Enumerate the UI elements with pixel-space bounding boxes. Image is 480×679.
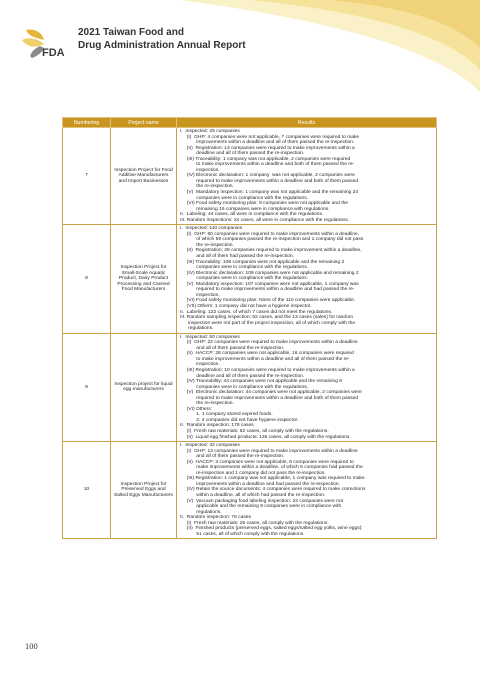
report-title-line2: Drug Administration Annual Report <box>78 40 246 51</box>
result-line: (III) Registration: 1 company was not applicable, 1 company was required to make <box>180 476 365 482</box>
result-line: the re-inspection. <box>180 401 234 407</box>
result-line: companies were in compliance with the regulations. <box>180 195 309 201</box>
result-line: (VI) Food safety monitoring plan: 9 companies were not applicable and the <box>180 201 349 207</box>
result-line: (I) Fresh raw materials: 52 cases, all comply with the regulations. <box>180 428 329 434</box>
fda-logo-text: FDA <box>42 47 65 59</box>
result-line: and all of them passed the re-inspection. <box>180 454 285 460</box>
result-line: and all of them passed the re-inspection. <box>180 345 285 351</box>
result-line: (V) Mandatory inspection: 1 company was not applicable and the remaining 24 <box>180 190 359 196</box>
report-title <box>78 26 246 52</box>
result-line: required to make improvements within a deadline and both of them passed <box>180 395 359 401</box>
results-cell <box>177 128 437 225</box>
result-line: improvements within a deadline and all of them passed the re-inspection. <box>180 140 355 146</box>
table-row <box>63 442 437 539</box>
page-number: 100 <box>25 641 38 651</box>
result-line: companies were in compliance with the regulations. <box>180 276 309 282</box>
result-line: regulations. <box>180 509 222 515</box>
result-line: (V) Vacuum packaging food labeling inspection: 23 companies were not <box>180 498 344 504</box>
result-line: required to make improvements within a deadline and both of them passed <box>180 178 359 184</box>
result-line: remaining 16 companies were in compliance with regulations. <box>180 206 330 212</box>
result-line: I. Inspected: 32 companies <box>180 443 240 449</box>
result-line: and all of them had passed the re-inspection. <box>180 254 294 260</box>
result-line: re-inspection and 1 company did not pass the re-inspection. <box>180 470 326 476</box>
result-line: to make improvements within a deadline and both of them passed the re- <box>180 162 355 168</box>
project-name: Inspection project for liquid egg manufacturers <box>111 333 177 441</box>
result-line: (I) GHP: 13 companies were required to make improvements within a deadline <box>180 448 358 454</box>
result-line: the re-inspection. <box>180 184 234 190</box>
result-line: II. Random inspection: 76 cases <box>180 515 251 521</box>
result-line: (I) GHP: 4 companies were not applicable, 7 companies were required to make <box>180 134 360 140</box>
result-line: deadline and all of them passed the re-inspection. <box>180 151 305 157</box>
result-line: companies were in compliance with the regulations. <box>180 265 309 271</box>
result-line: (II) Registration: 13 companies were required to make improvements within a <box>180 145 355 151</box>
column-header-project: Project name <box>111 118 177 128</box>
project-name: Inspection Project for Food Additive Manufacturers and Import Businesses <box>111 128 177 225</box>
results-table <box>62 117 437 539</box>
result-line: inspection were not part of the project inspection, all of which comply with the <box>180 320 356 326</box>
result-line: I. Inspected: 50 companies <box>180 334 240 340</box>
result-line: (IV) Electronic declaration: 108 companies were not applicable and remaining 2 <box>180 270 359 276</box>
result-line: companies were in compliance with the regulations. <box>180 384 309 390</box>
results-cell <box>177 225 437 333</box>
column-header-results: Results <box>177 118 437 128</box>
result-line: (III) Traceability: 108 companies were not applicable and the remaining 2 <box>180 259 345 265</box>
result-line: (II) Registration: 28 companies required to make improvement within a deadline, <box>180 248 362 254</box>
table-header-row <box>63 118 437 128</box>
fda-logo <box>20 26 76 60</box>
result-line: inspection. <box>180 292 220 298</box>
result-line: improvements within a deadline and had passed the re-inspection. <box>180 481 340 487</box>
row-number: 9 <box>63 333 111 441</box>
result-line: III. Random sampling inspection: 92 cases, and the 13 cases (sales) for random <box>180 315 353 321</box>
result-line: within a deadline, all of which had passed the re-inspection. <box>180 493 326 498</box>
result-line: I. Inspected: 25 companies <box>180 129 240 134</box>
result-line: make improvements within a deadline, of which 5 companies had passed the <box>180 465 363 471</box>
column-header-numbering: Numbering <box>63 118 111 128</box>
result-line: (V) Electronic declaration: 44 companies were not applicable, 2 companies were <box>180 390 362 396</box>
result-line: II. Labeling: 44 cases, all were in compliance with the regulations. <box>180 212 324 218</box>
result-line: (V) Mandatory inspection: 107 companies were not applicable, 1 company was <box>180 281 359 287</box>
result-line: III. Random inspections: 24 cases, all were in compliance with the regulations. <box>180 217 350 223</box>
result-line: of which 59 companies passed the re-inspection and 1 company did not pass <box>180 237 364 243</box>
table-row <box>63 333 437 441</box>
result-line: II. Random inspection: 178 cases <box>180 423 254 429</box>
result-line: (IV) Traceability: 44 companies were not applicable and the remaining 6 <box>180 379 343 385</box>
result-line: II. Labeling: 122 cases, of which 7 cases did not meet the regulations. <box>180 309 333 315</box>
result-line: (VII) Others: 1 company did not have a hygiene inspector. <box>180 303 312 309</box>
result-line: (I) Fresh raw materials: 25 cases, all comply with the regulations. <box>180 520 329 526</box>
table-body <box>63 128 437 539</box>
result-line: (I) GHP: 22 companies were required to make improvements within a deadline <box>180 340 358 346</box>
result-line: (VI) Others: <box>180 406 213 412</box>
result-line: inspection. <box>180 362 220 368</box>
result-line: 2. 4 companies did not have hygiene inspector. <box>180 417 299 423</box>
result-line: (I) GHP: 60 companies were required to make improvements within a deadline, <box>180 231 360 237</box>
result-line: (IV) Electronic declaration: 1 company was not applicable, 2 companies were <box>180 173 355 179</box>
result-line: (III) Traceability: 1 company was not applicable, 2 companies were required <box>180 156 351 162</box>
project-name: Inspection Project for Preserved Eggs and Salted Eggs Manufacturers <box>111 442 177 539</box>
result-line: to make improvements within a deadline and all of them passed the re- <box>180 356 350 362</box>
result-line: deadline and all of them passed the re-inspection. <box>180 373 305 379</box>
result-line: (II) HACCP: 28 companies were not applicable, 16 companies were required <box>180 351 354 357</box>
results-cell <box>177 442 437 539</box>
result-line: inspection. <box>180 167 220 173</box>
result-line: applicable and the remaining 9 companies were in compliance with <box>180 504 342 510</box>
result-line: I. Inspected: 110 companies <box>180 226 243 232</box>
result-line: (VI) Food safety monitoring plan: None of the 110 companies were applicable. <box>180 298 356 304</box>
results-cell <box>177 333 437 441</box>
result-line: (II) HACCP: 3 companies were not applicable, 6 companies were required to <box>180 459 354 465</box>
result-line: 51 cases, all of which comply with the regulations. <box>180 531 305 537</box>
project-name: Inspection Project for Small-Scale Aquatic Product, Dairy Product Processing and Canned Food Manufacturers <box>111 225 177 333</box>
row-number: 7 <box>63 128 111 225</box>
result-line: (II) Liquid egg finished products: 126 cases, all comply with the regulations. <box>180 434 351 440</box>
table-row <box>63 128 437 225</box>
result-line: (III) Registration: 10 companies were required to make improvements within a <box>180 367 355 373</box>
result-line: regulations. <box>180 326 214 332</box>
report-title-line1: 2021 Taiwan Food and <box>78 27 184 38</box>
result-line: 1. 1 company stored expired foods. <box>180 412 273 418</box>
result-line: (II) Finished products (preserved eggs, salted eggs/salted egg yolks, wine eggs): <box>180 526 363 532</box>
result-line: (IV) Retain the source documents: 4 companies were required to make corrections <box>180 487 366 493</box>
row-number: 8 <box>63 225 111 333</box>
result-line: required to make improvements within a deadline and had passed the re- <box>180 287 355 293</box>
row-number: 10 <box>63 442 111 539</box>
table-row <box>63 225 437 333</box>
result-line: the re-inspection. <box>180 242 234 248</box>
